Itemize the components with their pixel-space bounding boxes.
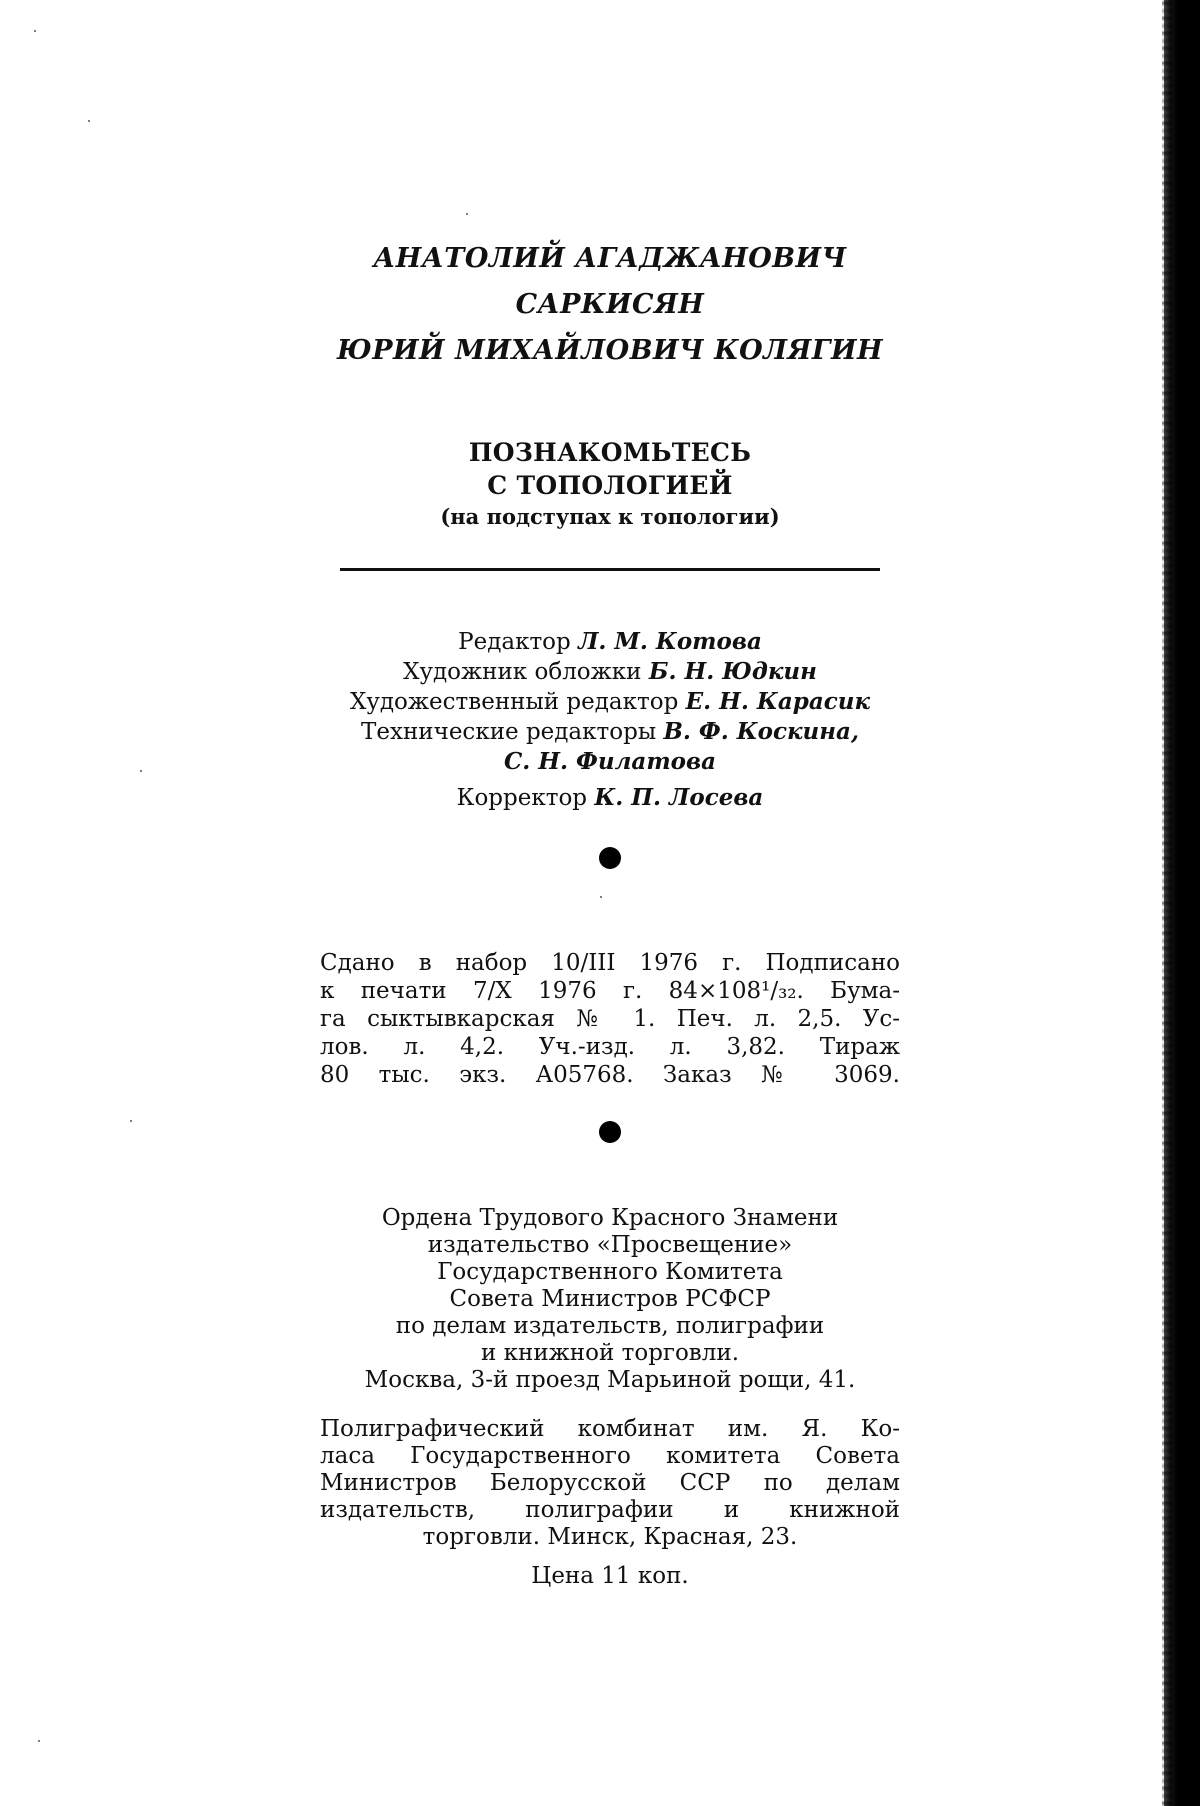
title-divider [340, 568, 880, 571]
credit-editor-label: Редактор [458, 629, 571, 655]
printing-line-3: га сыктывкарская № 1. Печ. л. 2,5. Ус- [320, 1006, 900, 1032]
credit-tech-editors [320, 717, 900, 747]
publisher-line-6: и книжной торговли. [480, 1340, 740, 1366]
author-2: ЮРИЙ МИХАЙЛОВИЧ КОЛЯГИН [336, 335, 884, 366]
author-1: АНАТОЛИЙ АГАДЖАНОВИЧ САРКИСЯН [373, 243, 847, 320]
colophon [320, 236, 900, 1591]
credit-proofreader-label: Корректор [456, 785, 588, 811]
credit-editor-name: Л. М. Котова [578, 628, 762, 655]
credit-cover-artist-name: Б. Н. Юдкин [648, 658, 817, 685]
publisher-line-4: Совета Министров РСФСР [449, 1286, 771, 1312]
printing-line-1: Сдано в набор 10/III 1976 г. Подписано [320, 950, 900, 976]
authors-block [320, 236, 900, 374]
credit-art-editor-label: Художественный редактор [349, 689, 679, 715]
credit-tech-editor-2: С. Н. Филатова [503, 748, 717, 775]
section-bullet [599, 1121, 621, 1143]
book-subtitle: (на подступах к топологии) [440, 504, 780, 529]
printing-line-4: лов. л. 4,2. Уч.-изд. л. 3,82. Тираж [320, 1034, 900, 1060]
scan-speck [140, 770, 142, 772]
credit-tech-editor-2-line [320, 747, 900, 777]
credit-cover-artist-label: Художник обложки [403, 659, 642, 685]
publisher-block [320, 1205, 900, 1394]
credit-proofreader [320, 783, 900, 813]
credit-art-editor-name: Е. Н. Карасик [685, 688, 871, 715]
book-title-line-1: ПОЗНАКОМЬТЕСЬ [468, 438, 752, 467]
credit-editor [320, 627, 900, 657]
scan-speck [38, 1740, 40, 1742]
publisher-line-3: Государственного Комитета [437, 1259, 783, 1285]
credit-proofreader-name: К. П. Лосева [594, 784, 764, 811]
scan-speck [88, 120, 90, 122]
printing-house-line-5: торговли. Минск, Красная, 23. [422, 1524, 798, 1550]
scan-edge-texture [1162, 0, 1172, 1806]
printing-house-line-4: издательств, полиграфии и книжной [320, 1497, 900, 1523]
price-label: Цена 11 коп. [531, 1563, 689, 1589]
publisher-address: Москва, 3-й проезд Марьиной рощи, 41. [364, 1367, 856, 1393]
publisher-line-2: издательство «Просвещение» [427, 1232, 793, 1258]
scan-speck [34, 30, 36, 32]
printing-house-line-1: Полиграфический комбинат им. Я. Ко- [320, 1416, 900, 1442]
credit-cover-artist [320, 657, 900, 687]
printing-house-line-2: ласа Государственного комитета Совета [320, 1443, 900, 1469]
credit-art-editor [320, 687, 900, 717]
publisher-line-1: Ордена Трудового Красного Знамени [381, 1205, 839, 1231]
printing-line-2: к печати 7/X 1976 г. 84×108¹/₃₂. Бума- [320, 978, 900, 1004]
book-title-line-2: С ТОПОЛОГИЕЙ [487, 471, 733, 500]
scan-speck [466, 213, 468, 215]
printing-line-5: 80 тыс. экз. А05768. Заказ № 3069. [320, 1062, 900, 1088]
printing-details [320, 949, 900, 1089]
credit-tech-editor-1: В. Ф. Коскина, [663, 718, 859, 745]
credits-block [320, 627, 900, 813]
printing-house-line-3: Министров Белорусской ССР по делам [320, 1470, 900, 1496]
credit-tech-editors-label: Технические редакторы [361, 719, 657, 745]
section-bullet [599, 847, 621, 869]
printing-house-block [320, 1416, 900, 1551]
publisher-line-5: по делам издательств, полиграфии [395, 1313, 825, 1339]
book-title-block [320, 436, 900, 532]
scan-speck [130, 1120, 132, 1122]
